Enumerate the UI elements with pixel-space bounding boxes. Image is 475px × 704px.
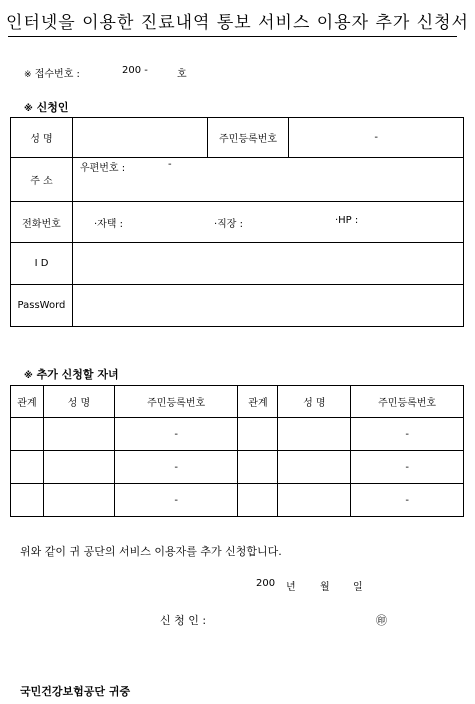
receipt-year: 200 - — [122, 65, 148, 76]
rrn-field[interactable]: - — [289, 118, 464, 158]
table-row — [11, 418, 464, 451]
name-cell[interactable] — [278, 484, 351, 517]
table-row — [11, 484, 464, 517]
name-cell[interactable] — [278, 418, 351, 451]
form-title: 인터넷을 이용한 진료내역 통보 서비스 이용자 추가 신청서 — [6, 13, 469, 33]
relation-cell[interactable] — [11, 484, 44, 517]
receipt-line — [24, 65, 80, 80]
reference-mark-icon: ※ — [24, 104, 33, 114]
mobile-phone-label: ·HP : — [334, 215, 359, 226]
title-divider — [8, 36, 457, 37]
home-phone-label: ·자택 : — [93, 219, 123, 230]
applicant-table — [10, 117, 464, 327]
address-field[interactable] — [72, 158, 463, 202]
address-label: 주 소 — [11, 158, 73, 202]
postal-label: 우편번호 : — [79, 163, 126, 174]
id-label: I D — [11, 243, 73, 285]
rrn-cell[interactable]: - — [114, 418, 238, 451]
name-label: 성 명 — [11, 118, 73, 158]
work-phone-label: ·직장 : — [213, 219, 243, 230]
signer-label: 신 청 인 : — [160, 614, 207, 627]
postal-value: - — [167, 159, 172, 170]
relation-cell[interactable] — [11, 451, 44, 484]
name-cell[interactable] — [43, 484, 114, 517]
date-year-unit: 년 — [286, 582, 296, 593]
phone-label: 전화번호 — [11, 202, 73, 243]
rrn-cell[interactable]: - — [351, 418, 464, 451]
family-section-label: 추가 신청할 자녀 — [36, 368, 119, 381]
name-field[interactable] — [72, 118, 207, 158]
rrn-label: 주민등록번호 — [207, 118, 289, 158]
receipt-suffix: 호 — [177, 69, 187, 80]
receipt-label: 접수번호 : — [34, 69, 80, 80]
name-cell[interactable] — [43, 451, 114, 484]
relation-header: 관계 — [11, 386, 44, 418]
relation-cell[interactable] — [238, 484, 278, 517]
rrn-header: 주민등록번호 — [114, 386, 238, 418]
name-header: 성 명 — [43, 386, 114, 418]
name-cell[interactable] — [278, 451, 351, 484]
reference-mark-icon: ※ — [24, 371, 33, 381]
table-row — [11, 451, 464, 484]
recipient-text: 국민건강보험공단 귀중 — [20, 685, 131, 698]
rrn-cell[interactable]: - — [351, 484, 464, 517]
applicant-section-header — [24, 99, 68, 115]
statement-text: 위와 같이 귀 공단의 서비스 이용자를 추가 신청합니다. — [20, 545, 282, 558]
date-day-unit: 일 — [353, 582, 363, 593]
name-cell[interactable] — [43, 418, 114, 451]
family-section-header — [24, 366, 119, 382]
relation-cell[interactable] — [238, 418, 278, 451]
family-table — [10, 385, 464, 517]
password-label: PassWord — [11, 285, 73, 327]
rrn-cell[interactable]: - — [114, 451, 238, 484]
password-field[interactable] — [72, 285, 463, 327]
reference-mark-icon: ※ — [24, 70, 32, 80]
phone-field[interactable] — [72, 202, 463, 243]
date-month-unit: 월 — [320, 582, 330, 593]
id-field[interactable] — [72, 243, 463, 285]
relation-header: 관계 — [238, 386, 278, 418]
name-header: 성 명 — [278, 386, 351, 418]
relation-cell[interactable] — [11, 418, 44, 451]
seal-mark: ㊞ — [376, 614, 387, 627]
date-year: 200 — [256, 578, 276, 589]
rrn-cell[interactable]: - — [351, 451, 464, 484]
applicant-section-label: 신청인 — [36, 101, 69, 114]
rrn-cell[interactable]: - — [114, 484, 238, 517]
rrn-header: 주민등록번호 — [351, 386, 464, 418]
relation-cell[interactable] — [238, 451, 278, 484]
